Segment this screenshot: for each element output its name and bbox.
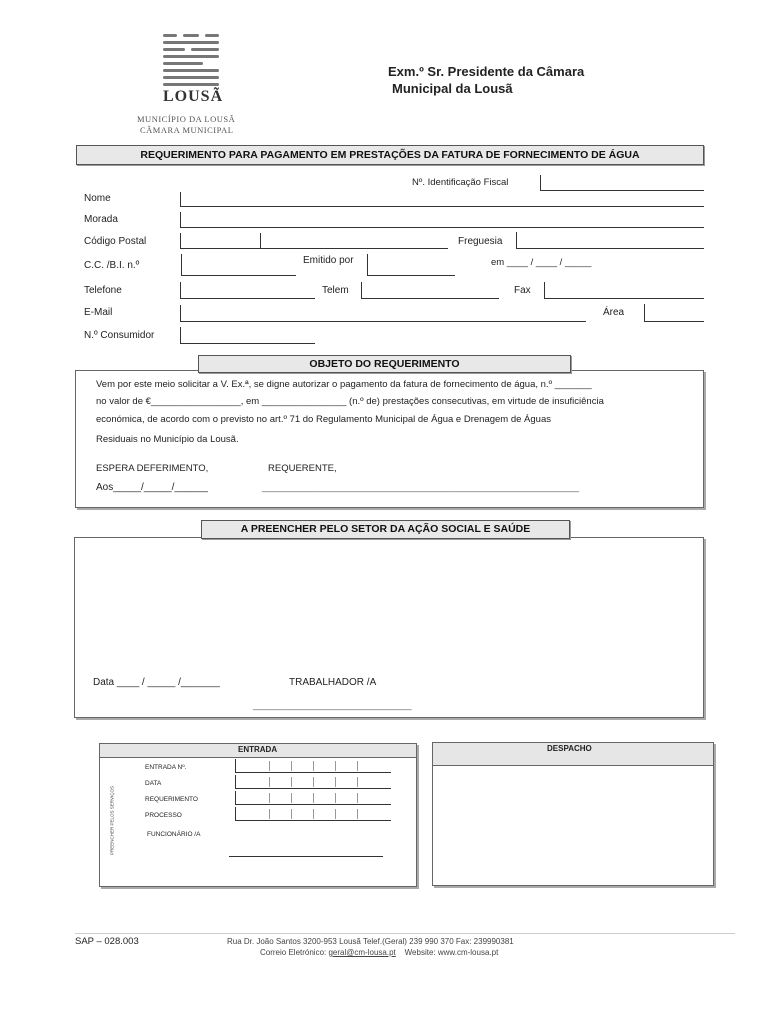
telem-label: Telem: [322, 285, 349, 296]
trabalhador-label: TRABALHADOR /A: [289, 677, 377, 688]
codigo-postal-field[interactable]: [185, 233, 255, 247]
footer-email-prefix: Correio Eletrónico:: [260, 948, 327, 957]
aos-date: Aos_____/_____/______: [96, 482, 208, 493]
nome-label: Nome: [84, 193, 111, 204]
footer-divider: [75, 933, 735, 934]
social-date: Data ____ / _____ /_______: [93, 677, 220, 688]
footer-code: SAP – 028.003: [75, 936, 139, 947]
entrada-side-label: PREENCHER PELOS SERVIÇOS: [109, 786, 115, 855]
footer-email-link[interactable]: geral@cm-lousa.pt: [328, 948, 396, 957]
objeto-line3: económica, de acordo com o previsto no art.º 71 do Regulamento Municipal de Água e Drenagem de Águas: [96, 414, 551, 425]
entrada-processo-boxes[interactable]: [235, 807, 391, 821]
addressee-line2: Municipal da Lousã: [392, 81, 513, 96]
area-label: Área: [603, 307, 625, 318]
em-date-label: em ____ / ____ / _____: [491, 257, 592, 268]
fax-label: Fax: [514, 285, 531, 296]
freguesia-label: Freguesia: [458, 236, 503, 247]
entrada-title: ENTRADA: [238, 745, 278, 754]
trabalhador-signature-line: ______________________________: [253, 700, 412, 711]
logo-sub2: CÂMARA MUNICIPAL: [140, 125, 234, 135]
entrada-nr-boxes[interactable]: [235, 759, 391, 773]
entrada-data-label: DATA: [145, 780, 162, 787]
emitido-field[interactable]: [372, 258, 452, 272]
addressee-line1: Exm.º Sr. Presidente da Câmara: [388, 64, 585, 79]
localidade-field[interactable]: [265, 233, 445, 247]
entrada-data-boxes[interactable]: [235, 775, 391, 789]
fax-field[interactable]: [549, 283, 701, 297]
objeto-line4: Residuais no Município da Lousã.: [96, 434, 239, 445]
telefone-label: Telefone: [84, 285, 122, 296]
logo-name: LOUSÃ: [163, 88, 224, 105]
social-box: [74, 537, 704, 718]
cc-label: C.C. /B.I. n.º: [84, 260, 140, 271]
objeto-title: OBJETO DO REQUERIMENTO: [198, 355, 571, 373]
entrada-requerimento-label: REQUERIMENTO: [145, 796, 198, 803]
footer-contacts: [260, 948, 498, 957]
entrada-requerimento-boxes[interactable]: [235, 791, 391, 805]
cc-field[interactable]: [186, 258, 291, 272]
email-field[interactable]: [185, 305, 583, 319]
consumidor-field[interactable]: [185, 328, 310, 342]
social-title: A PREENCHER PELO SETOR DA AÇÃO SOCIAL E SAÚDE: [201, 520, 570, 539]
despacho-title: DESPACHO: [547, 744, 592, 753]
entrada-nr-label: ENTRADA Nº.: [145, 764, 187, 771]
form-title: REQUERIMENTO PARA PAGAMENTO EM PRESTAÇÕES DA FATURA DE FORNECIMENTO DE ÁGUA: [76, 145, 704, 165]
area-field[interactable]: [648, 305, 701, 319]
telem-field[interactable]: [366, 283, 496, 297]
entrada-funcionario-label: FUNCIONÁRIO /A: [147, 831, 201, 838]
footer-website[interactable]: Website: www.cm-lousa.pt: [404, 948, 499, 957]
nif-label: Nº. Identificação Fiscal: [412, 177, 509, 188]
morada-field[interactable]: [185, 212, 700, 226]
nif-field[interactable]: [546, 176, 701, 190]
requerente-signature-line: ____________________________________________________________: [262, 482, 580, 493]
morada-label: Morada: [84, 214, 118, 225]
objeto-line2: no valor de €_________________, em ________________ (n.º de) prestações consecutivas, em virtude de insuficiência: [96, 396, 604, 407]
objeto-line1: Vem por este meio solicitar a V. Ex.ª, se digne autorizar o pagamento da fatura de fornecimento de água, n.º _______: [96, 379, 592, 390]
emitido-label: Emitido por: [303, 255, 354, 266]
logo-sub1: MUNICÍPIO DA LOUSÃ: [137, 114, 236, 124]
footer-address: Rua Dr. João Santos 3200-953 Lousã Telef.(Geral) 239 990 370 Fax: 239990381: [227, 937, 514, 946]
nome-field[interactable]: [185, 192, 700, 206]
codigo-postal-label: Código Postal: [84, 236, 147, 247]
requerente-label: REQUERENTE,: [268, 463, 337, 474]
telefone-field[interactable]: [185, 283, 310, 297]
consumidor-label: N.º Consumidor: [84, 330, 155, 341]
espera-deferimento: ESPERA DEFERIMENTO,: [96, 463, 209, 474]
funcionario-signature-line[interactable]: [229, 856, 383, 857]
entrada-processo-label: PROCESSO: [145, 812, 182, 819]
email-label: E-Mail: [84, 307, 113, 318]
municipality-logo: [135, 30, 245, 140]
freguesia-field[interactable]: [521, 233, 701, 247]
